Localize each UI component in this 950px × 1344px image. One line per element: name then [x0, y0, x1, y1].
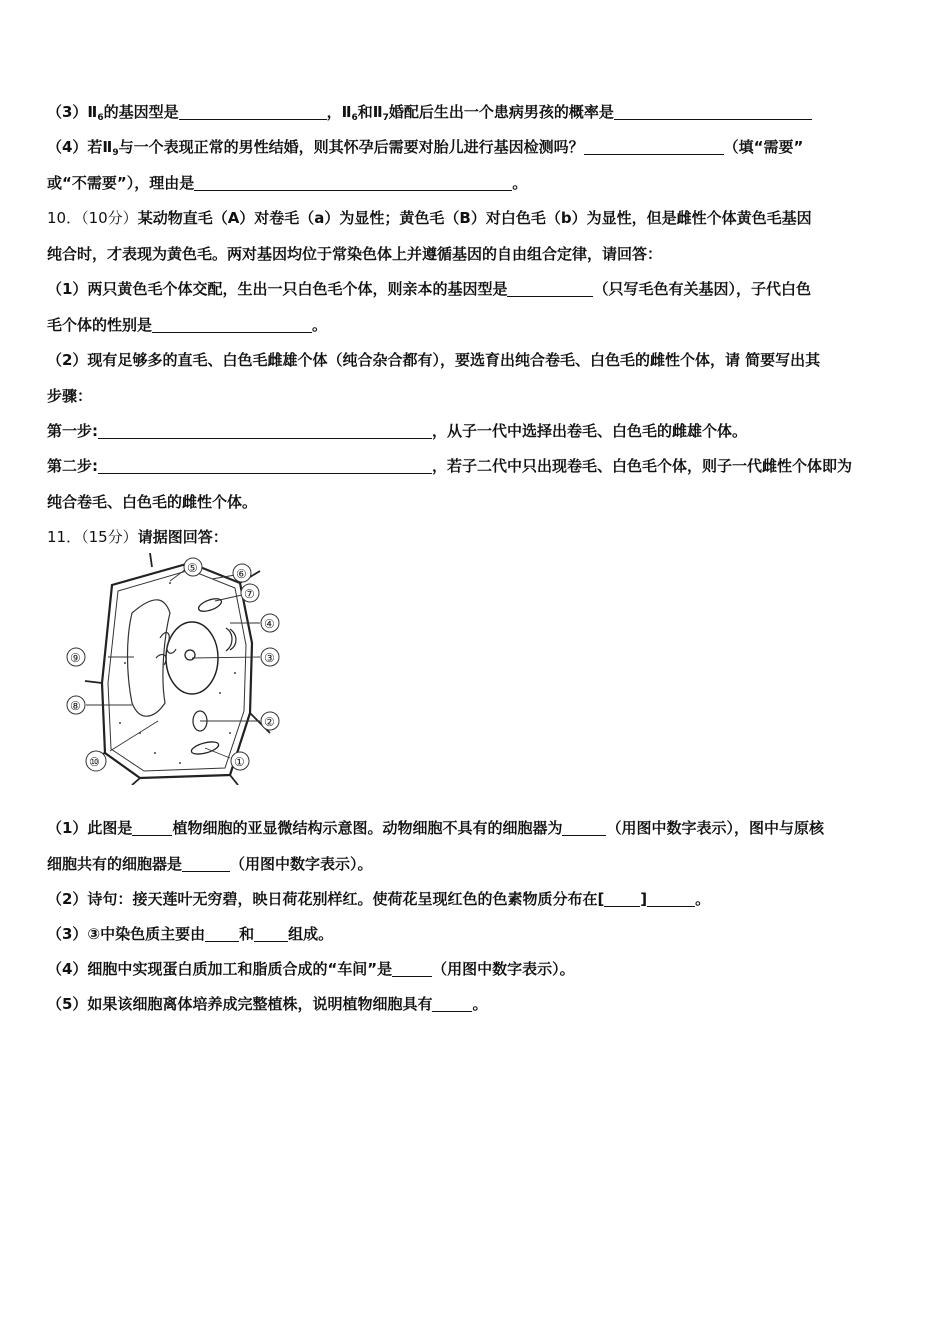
label-10: ⑩ — [89, 755, 100, 769]
answer-blank[interactable] — [98, 458, 432, 474]
answer-blank[interactable] — [152, 317, 312, 333]
q11-part1: （1）此图是 植物细胞的亚显微结构示意图。动物细胞不具有的细胞器为 （用图中数字表示），图中与原核 — [47, 819, 824, 837]
diagram-labels — [67, 558, 279, 771]
q11-stem: 11．（15分）请据图回答： — [47, 528, 228, 546]
q10-stem-line1: 10．（10分）某动物直毛（A）对卷毛（a）为显性；黄色毛（B）对白色毛（b）为显性，但是雌性个体黄色毛基因 — [47, 209, 812, 227]
answer-blank[interactable] — [132, 820, 172, 836]
answer-blank[interactable] — [392, 961, 432, 977]
cell-membrane — [108, 570, 246, 771]
q9-part4-line2: 或“不需要”），理由是 。 — [47, 174, 528, 192]
label-5: ⑤ — [187, 561, 198, 575]
q10-step1: 第一步: ，从子一代中选择出卷毛、白色毛的雌雄个体。 — [47, 422, 748, 440]
answer-blank[interactable] — [98, 423, 432, 439]
answer-blank[interactable] — [507, 281, 593, 297]
answer-blank[interactable] — [562, 820, 606, 836]
answer-blank[interactable] — [179, 104, 327, 120]
answer-blank[interactable] — [205, 926, 239, 942]
q9-part4: （4）若$Ⅱ_9$与一个表现正常的男性结婚，则其怀孕后需要对胎儿进行基因检测吗？ （填“需要” — [47, 138, 804, 158]
plant-cell-diagram — [60, 553, 300, 785]
q10-part2: （2）现有足够多的直毛、白色毛雌雄个体（纯合杂合都有），要选育出纯合卷毛、白色毛的雌性个体，请 简要写出其 — [47, 351, 821, 369]
q10-stem-line2: 纯合时，才表现为黄色毛。两对基因均位于常染色体上并遵循基因的自由组合定律，请回答： — [47, 245, 663, 263]
answer-blank[interactable] — [647, 891, 695, 907]
q11-part1-line2: 细胞共有的细胞器是 （用图中数字表示）。 — [47, 855, 373, 873]
nucleolus — [185, 650, 195, 660]
answer-blank[interactable] — [432, 996, 472, 1012]
answer-blank[interactable] — [604, 891, 640, 907]
answer-blank[interactable] — [584, 139, 724, 155]
cell-wall — [102, 563, 252, 778]
label-6: ⑥ — [236, 567, 247, 581]
answer-blank[interactable] — [194, 175, 512, 191]
label-9: ⑨ — [70, 651, 81, 665]
q10-part2-line2: 步骤： — [47, 387, 93, 405]
q11-part3: （3）③中染色质主要由 和 组成。 — [47, 925, 334, 943]
label-7: ⑦ — [244, 587, 255, 601]
vacuole — [128, 600, 171, 716]
label-8: ⑧ — [70, 699, 81, 713]
label-4: ④ — [264, 617, 275, 631]
answer-blank[interactable] — [614, 104, 812, 120]
label-2: ② — [264, 715, 275, 729]
q11-part5: （5）如果该细胞离体培养成完整植株，说明植物细胞具有 。 — [47, 995, 488, 1013]
q11-part2: （2）诗句：接天莲叶无穷碧，映日荷花别样红。使荷花呈现红色的色素物质分布在[ ] 。 — [47, 890, 711, 908]
q10-part1-line2: 毛个体的性别是 。 — [47, 316, 328, 334]
q10-step2: 第二步: ，若子二代中只出现卷毛、白色毛个体，则子一代雌性个体即为 — [47, 457, 853, 475]
q10-part1: （1）两只黄色毛个体交配，生出一只白色毛个体，则亲本的基因型是 （只写毛色有关基因），子代白色 — [47, 280, 811, 298]
label-1: ① — [234, 755, 245, 769]
q11-part4: （4）细胞中实现蛋白质加工和脂质合成的“车间”是 （用图中数字表示）。 — [47, 960, 575, 978]
chloroplast — [197, 596, 223, 614]
answer-blank[interactable] — [254, 926, 288, 942]
q10-step2-line2: 纯合卷毛、白色毛的雌性个体。 — [47, 493, 258, 511]
label-3: ③ — [264, 651, 275, 665]
q9-part3: $(3)Ⅱ_6$的基因型是 ，$Ⅱ_6$和$Ⅱ_7$婚配后生出一个患病男孩的概率是 — [47, 102, 812, 128]
golgi-apparatus — [226, 628, 236, 651]
answer-blank[interactable] — [182, 856, 230, 872]
